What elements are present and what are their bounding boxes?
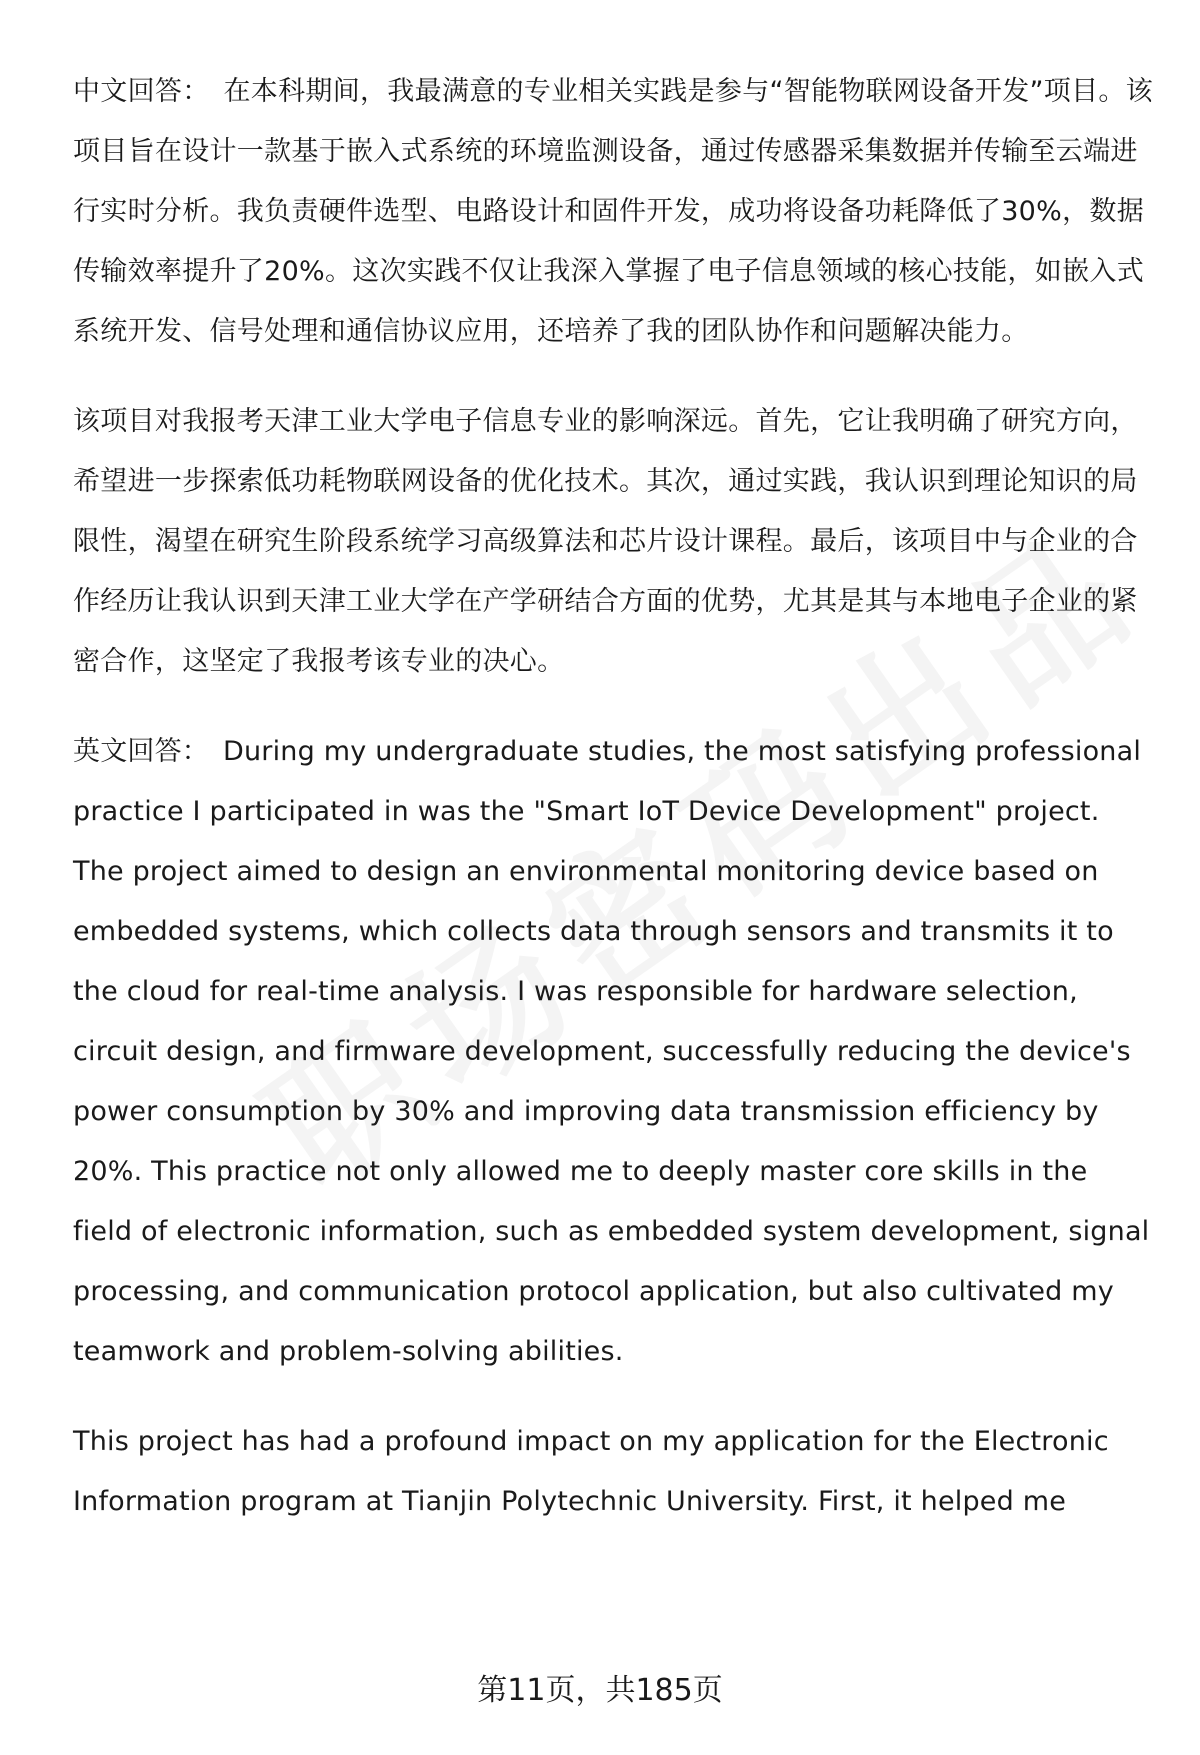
en-answer-text-1: During my undergraduate studies, the most satisfying professional practice I participated in was the "Smart IoT Device Development" project. The project aimed to design an environmental monitoring device based on embedded systems, which collects data through sensors and transmits it to the cloud for real-time analysis. I was responsible for hardware selection, circuit design, and firmware development, successfully reducing the device's power consumption by 30% and improving data transmission efficiency by 20%. This practice not only allowed me to deeply master core skills in the field of electronic information, such as embedded system development, signal processing, and communication protocol application, but also cultivated my teamwork and problem-solving abilities. bbox=[73, 736, 1150, 1367]
zh-answer-text-1: 在本科期间，我最满意的专业相关实践是参与“智能物联网设备开发”项目。该项目旨在设计一款基于嵌入式系统的环境监测设备，通过传感器采集数据并传输至云端进行实时分析。我负责硬件选型、电路设计和固件开发，成功将设备功耗降低了30%，数据传输效率提升了20%。这次实践不仅让我深入掌握了电子信息领域的核心技能，如嵌入式系统开发、信号处理和通信协议应用，还培养了我的团队协作和问题解决能力。 bbox=[73, 76, 1153, 347]
document-body bbox=[73, 62, 1153, 1562]
en-answer-paragraph-1 bbox=[73, 722, 1153, 1382]
zh-answer-label: 中文回答： bbox=[73, 76, 210, 107]
en-answer-paragraph-2: This project has had a profound impact on my application for the Electronic Information program at Tianjin Polytechnic University. First, it helped me bbox=[73, 1426, 1109, 1517]
zh-answer-paragraph-2: 该项目对我报考天津工业大学电子信息专业的影响深远。首先，它让我明确了研究方向，希望进一步探索低功耗物联网设备的优化技术。其次，通过实践，我认识到理论知识的局限性，渴望在研究生阶段系统学习高级算法和芯片设计课程。最后，该项目中与企业的合作经历让我认识到天津工业大学在产学研结合方面的优势，尤其是其与本地电子企业的紧密合作，这坚定了我报考该专业的决心。 bbox=[73, 406, 1138, 677]
zh-answer-paragraph-1 bbox=[73, 62, 1153, 362]
en-answer-label: 英文回答： bbox=[73, 736, 209, 767]
page-number: 第11页，共185页 bbox=[477, 1673, 723, 1708]
